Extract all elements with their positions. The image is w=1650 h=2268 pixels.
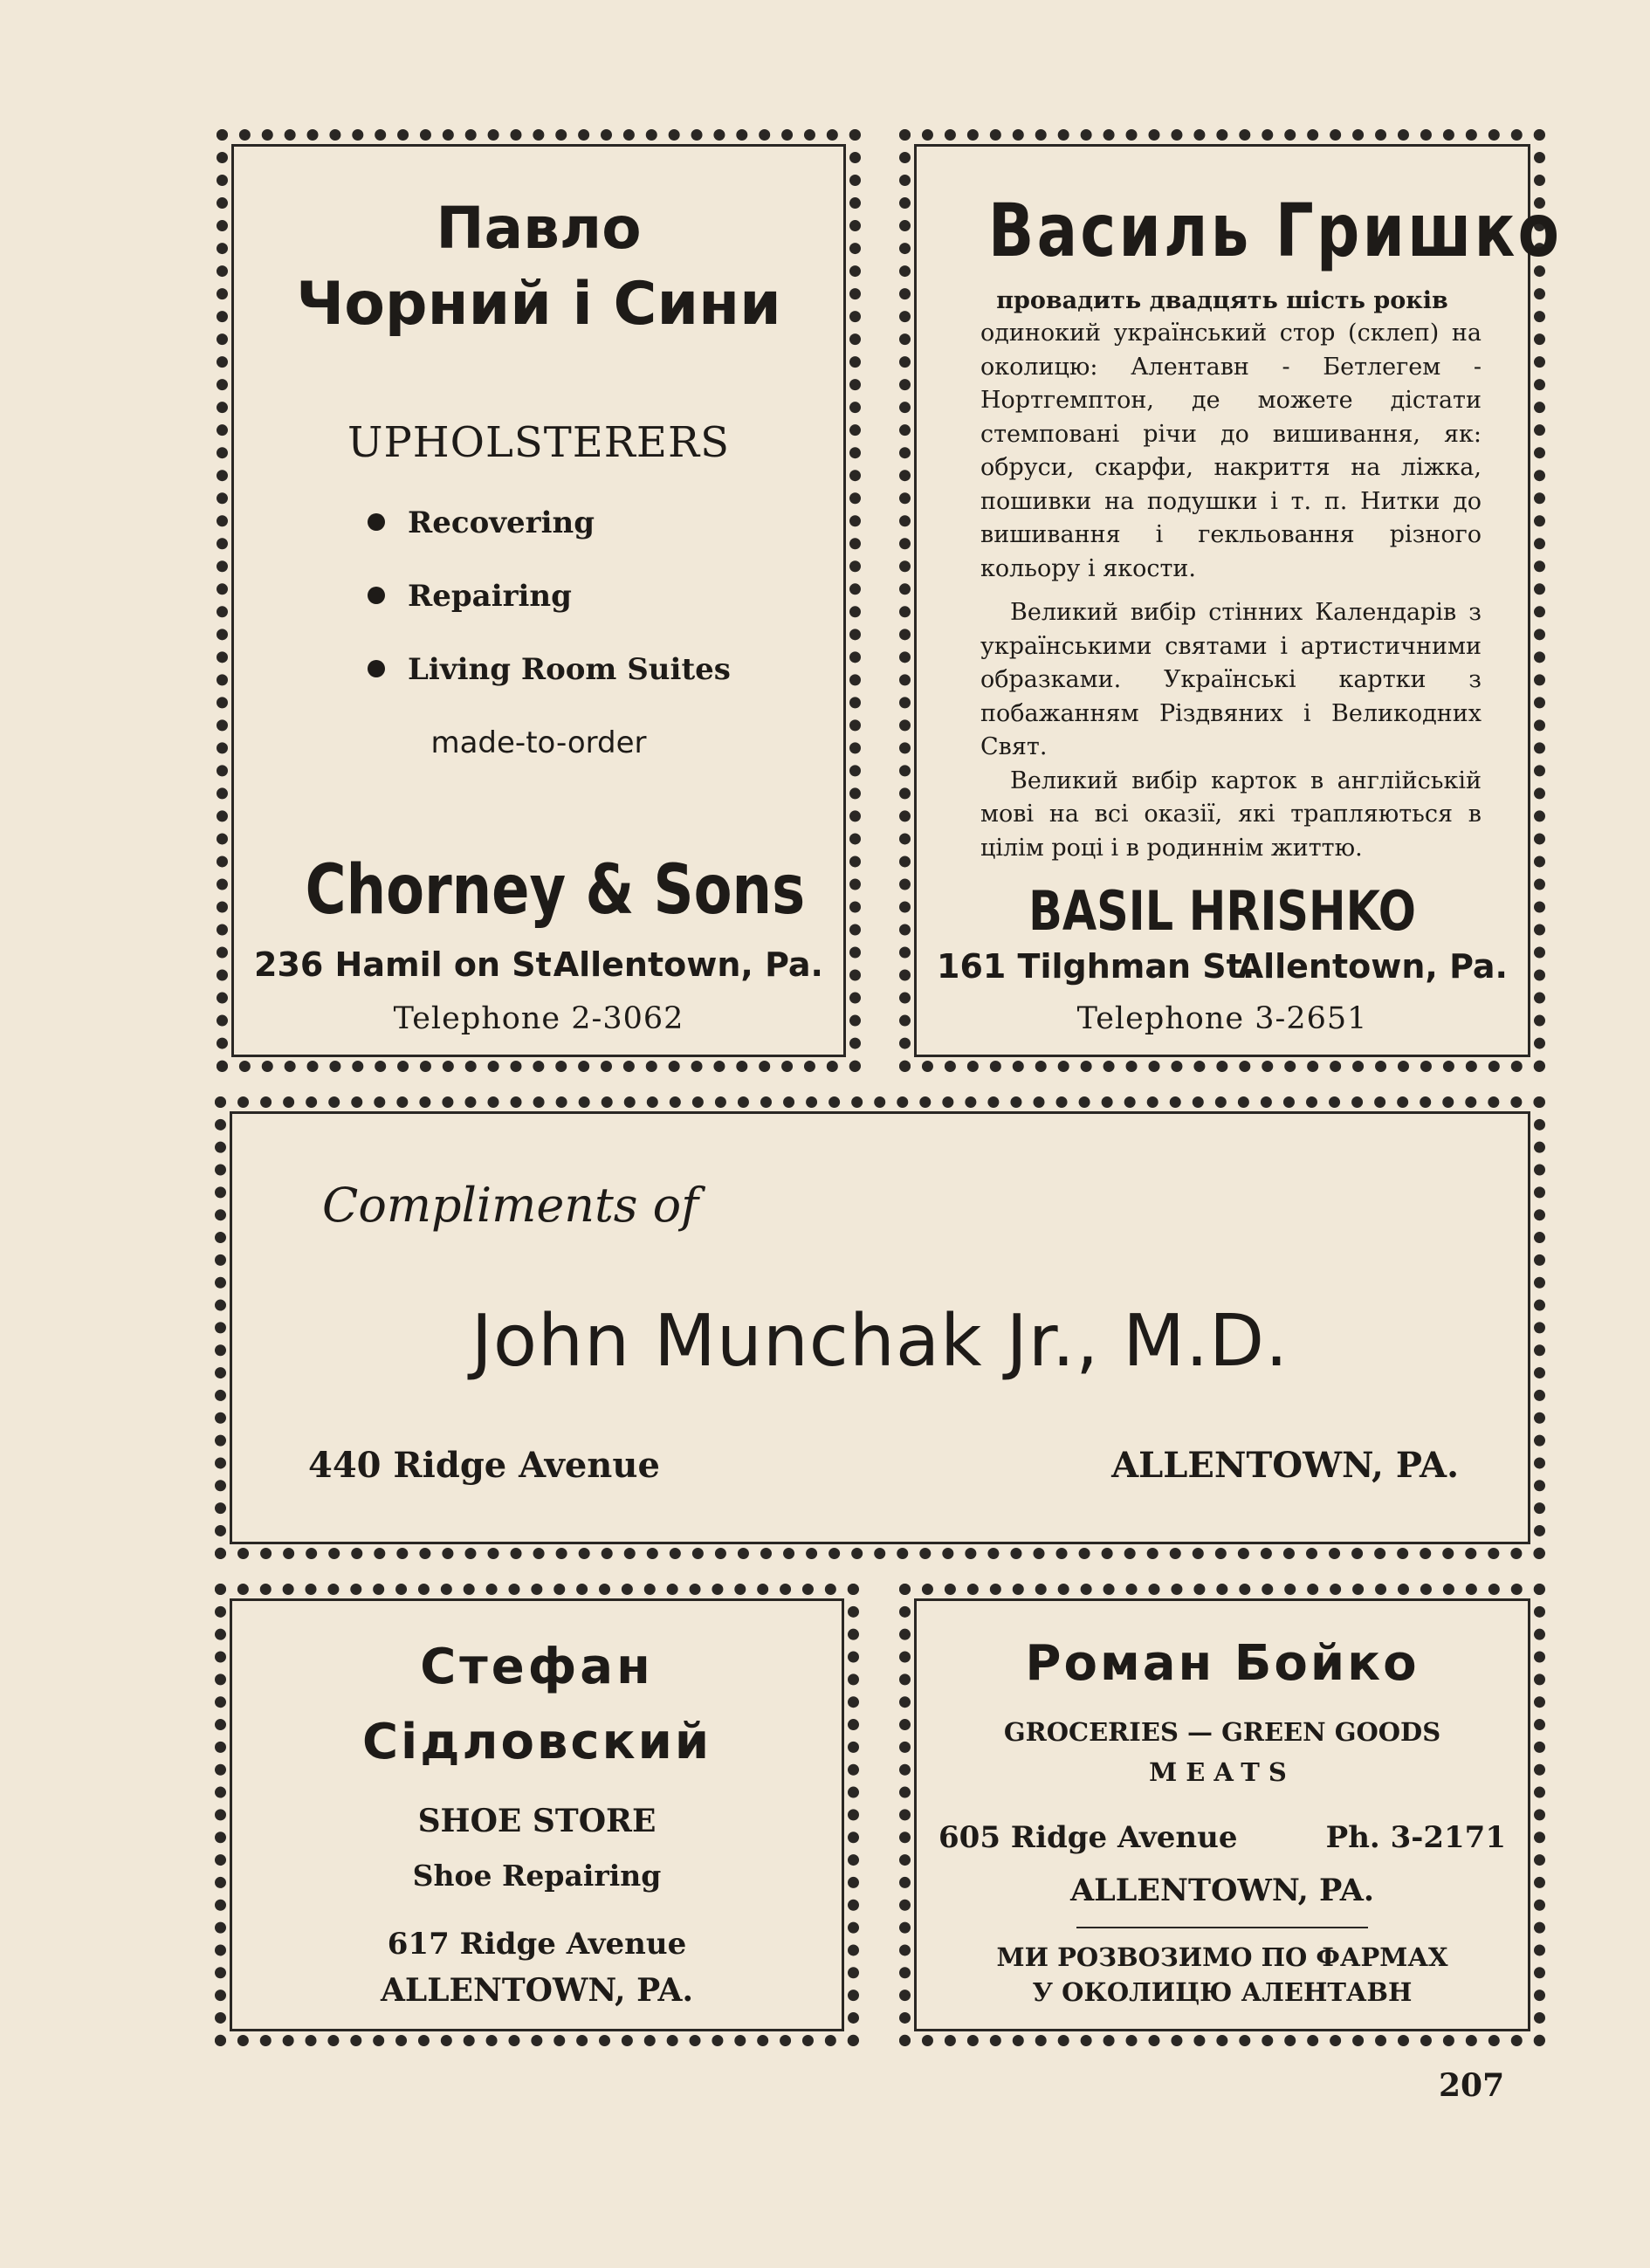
hrishko-city: Allentown, Pa. — [1237, 947, 1508, 986]
sidlovsky-ukr-line2: Сідловский — [361, 1714, 712, 1770]
boyko-divider — [1076, 1927, 1368, 1928]
chorney-street: 236 Hamil on St. — [254, 945, 565, 984]
ad-sidlovsky — [215, 1584, 859, 2046]
boyko-phone: Ph. 3-2171 — [1325, 1820, 1506, 1855]
chorney-trade: UPHOLSTERERS — [347, 418, 730, 467]
chorney-service-1: Recovering — [368, 505, 595, 540]
sidlovsky-service: Shoe Repairing — [412, 1859, 662, 1893]
sidlovsky-street: 617 Ridge Avenue — [387, 1927, 687, 1962]
ad-chorney — [217, 129, 861, 1072]
boyko-delivery2: У ОКОЛИЦЮ АЛЕНТАВН — [1032, 1977, 1413, 2007]
hrishko-name: BASIL HRISHKO — [1028, 879, 1416, 943]
sidlovsky-ukr-line1: Стефан — [420, 1639, 654, 1695]
chorney-city: Allentown, Pa. — [553, 945, 823, 984]
chorney-phone: Telephone 2-3062 — [393, 1001, 684, 1036]
chorney-services-note: made-to-order — [430, 725, 647, 760]
munchak-name: John Munchak Jr., M.D. — [471, 1300, 1289, 1383]
hrishko-phone: Telephone 3-2651 — [1076, 1001, 1368, 1036]
hrishko-para-3: Великий вибір карток в англійській мові на всі оказії, які трапляються в цілім році і в родиннім життю. — [980, 766, 1482, 862]
boyko-ukr-name: Роман Бойко — [1025, 1635, 1420, 1692]
hrishko-description — [980, 317, 1482, 865]
hrishko-para-2: Великий вибір стінних Календарів з українськими святами і артистичними образками. Українські картки з побажанням Різдвяних і Великодних Свят. — [980, 599, 1482, 760]
boyko-street: 605 Ridge Avenue — [938, 1820, 1238, 1855]
boyko-line1: GROCERIES — GREEN GOODS — [1003, 1717, 1441, 1747]
munchak-city: ALLENTOWN, PA. — [1111, 1445, 1459, 1486]
chorney-service-3: Living Room Suites — [368, 652, 731, 687]
bullet-icon — [368, 513, 385, 531]
chorney-ukr-line2: Чорний і Сини — [296, 270, 781, 339]
boyko-delivery1: МИ РОЗВОЗИМО ПО ФАРМАХ — [996, 1942, 1448, 1972]
ad-boyko — [899, 1584, 1545, 2046]
boyko-line2: MEATS — [1149, 1757, 1296, 1787]
boyko-city: ALLENTOWN, PA. — [1069, 1873, 1375, 1908]
hrishko-ukr-name: Василь Гришко — [987, 188, 1563, 273]
sidlovsky-trade: SHOE STORE — [417, 1803, 657, 1839]
hrishko-lead: провадить двадцять шість років — [996, 287, 1448, 314]
ad-munchak — [215, 1096, 1545, 1559]
bullet-icon — [368, 660, 385, 677]
hrishko-street: 161 Tilghman St. — [937, 947, 1255, 986]
chorney-name: Chorney & Sons — [305, 851, 806, 930]
sidlovsky-city: ALLENTOWN, PA. — [380, 1972, 694, 2009]
hrishko-para-1: одинокий український стор (склеп) на околицю: Алентавн - Бетлегем - Нортгемптон, де можете дістати стемповані річи до вишивання, як: обруси, скарфи, накриття на ліжка, пошивки на подушки і т. п. Нитки до вишивання і гекльовання різного кольору і якости. — [980, 320, 1482, 582]
bullet-icon — [368, 587, 385, 604]
page-number: 207 — [1439, 2067, 1505, 2104]
ad-hrishko — [899, 129, 1563, 1072]
chorney-ukr-line1: Павло — [436, 195, 642, 262]
chorney-service-2: Repairing — [368, 579, 572, 614]
munchak-street: 440 Ridge Avenue — [308, 1445, 660, 1486]
munchak-compliments: Compliments of — [322, 1178, 699, 1233]
